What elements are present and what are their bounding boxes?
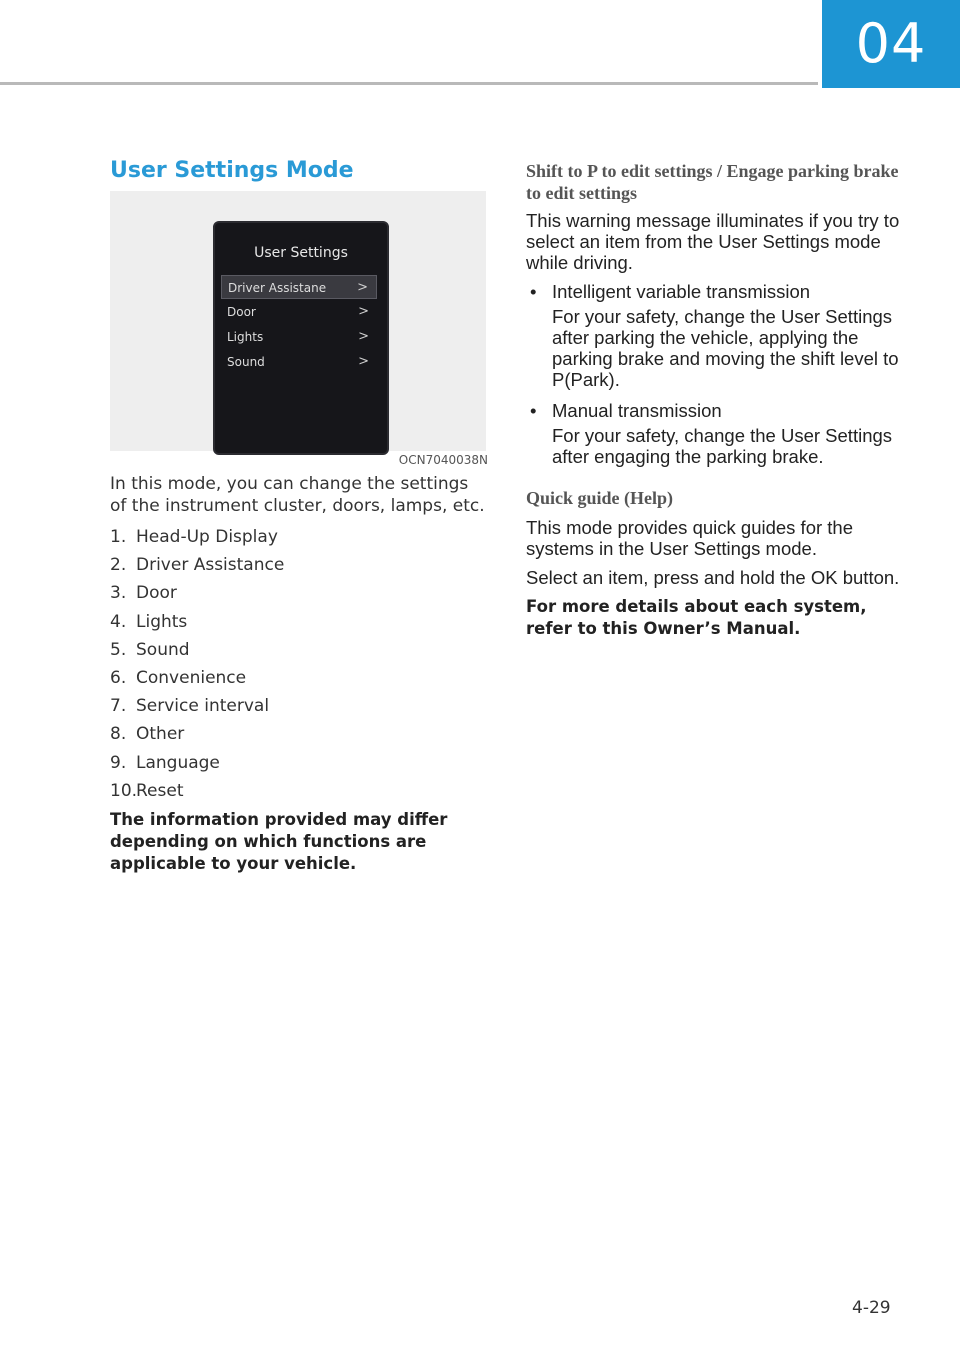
list-item [110,636,488,664]
list-item [110,551,488,579]
list-item [110,523,488,551]
quick-guide-paragraph: This mode provides quick guides for the systems in the User Settings mode. [526,517,854,559]
manual-note: For more details about each system, refer to this Owner’s Manual. [526,597,867,638]
chevron-right-icon: > [357,280,368,295]
list-text: Sound [136,639,190,660]
list-number: 8. [110,724,127,745]
list-item [110,692,488,720]
bullet-detail: For your safety, change the User Settings after parking the vehicle, applying the parking brake and moving the shift level to P(Park). [552,306,899,390]
section-title: User Settings Mode [110,158,354,183]
bullet-detail: For your safety, change the User Settings after engaging the parking brake. [552,425,893,467]
right-column [526,160,906,640]
list-text: Head-Up Display [136,527,278,547]
screen-item-lights [221,325,377,349]
figure-code: OCN7040038N [398,453,488,467]
list-item [110,579,488,607]
list-number: 3. [110,583,127,604]
list-item [110,664,488,692]
screen-item-label: Driver Assistane [228,281,327,295]
chevron-right-icon: > [358,304,369,319]
list-number: 10. [110,780,138,801]
screen-item-door [221,300,377,324]
screen-item-label: Door [227,305,256,319]
list-number: 7. [110,696,127,717]
list-item [110,608,488,636]
bullet-title: Intelligent variable transmission [552,281,811,302]
list-number: 9. [110,752,127,773]
list-text: Reset [136,780,184,801]
list-text: Language [136,752,220,773]
info-note: The information provided may differ depending on which functions are applicable to your vehicle. [110,809,448,873]
cluster-screen [213,221,389,455]
bullet-title: Manual transmission [552,400,722,421]
bullet-item [526,400,906,421]
chevron-right-icon: > [358,354,369,369]
screen-item-sound [221,350,377,374]
bullet-mark: • [530,400,537,421]
list-text: Convenience [136,667,247,688]
list-text: Service interval [136,696,270,717]
list-text: Lights [136,611,188,632]
screen-title: User Settings [254,245,348,261]
page-number: 4-29 [852,1298,891,1318]
bullet-item [526,281,906,302]
screen-item-label: Sound [227,355,265,369]
list-item [110,720,488,748]
list-text: Driver Assistance [136,555,285,576]
list-number: 5. [110,639,127,660]
list-number: 6. [110,667,127,688]
chevron-right-icon: > [358,329,369,344]
cluster-figure [110,191,486,451]
list-text: Door [136,583,177,604]
bullet-mark: • [530,281,537,302]
list-text: Other [136,724,185,745]
list-number: 2. [110,555,127,576]
list-item [110,777,488,805]
list-item [110,749,488,777]
quick-guide-heading: Quick guide (Help) [526,488,674,508]
quick-guide-instruction: Select an item, press and hold the OK button. [526,567,900,588]
intro-paragraph: In this mode, you can change the settings of the instrument cluster, doors, lamps, etc. [110,474,485,516]
list-number: 4. [110,611,127,632]
warning-heading: Shift to P to edit settings / Engage parking brake to edit settings [526,161,899,203]
screen-item-driver-assistance [221,275,377,299]
list-number: 1. [110,527,127,547]
left-column [110,158,488,875]
chapter-tab: 04 [822,0,960,88]
header-rule [0,82,818,85]
warning-paragraph: This warning message illuminates if you try to select an item from the User Settings mode while driving. [526,210,900,273]
settings-list [110,523,488,805]
screen-item-label: Lights [227,330,264,344]
